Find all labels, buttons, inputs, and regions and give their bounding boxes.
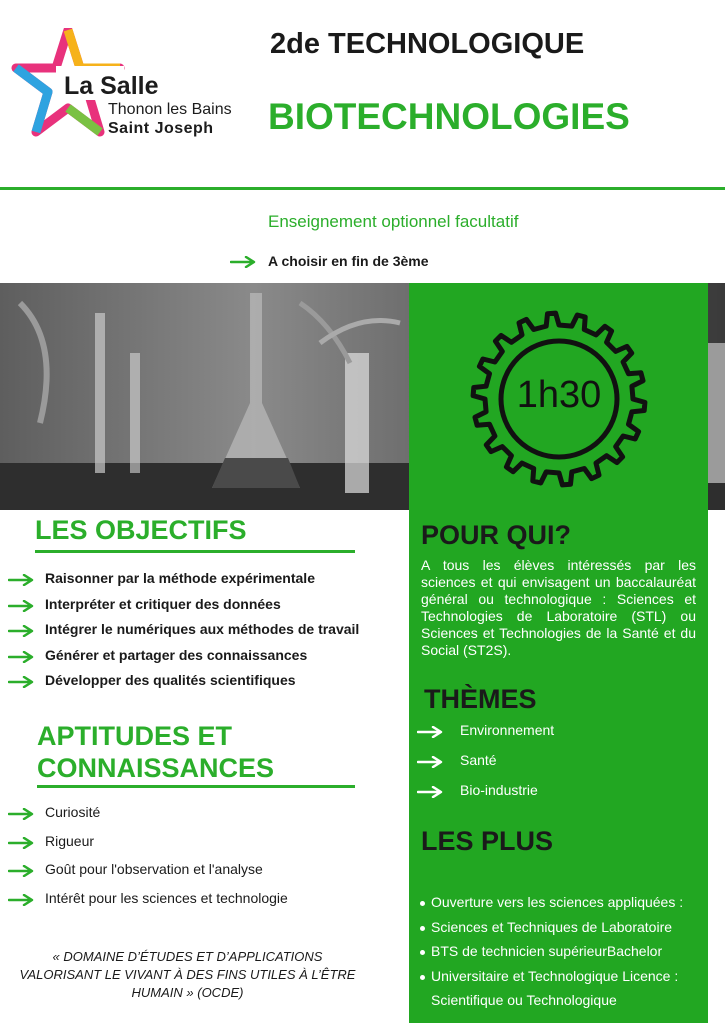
header-subtitle: 2de TECHNOLOGIQUE	[270, 28, 585, 60]
bullet-icon	[420, 901, 425, 906]
list-item: Environnement	[460, 722, 555, 738]
plus-heading: LES PLUS	[421, 826, 554, 856]
list-item: Scientifique ou Technologique	[431, 992, 617, 1008]
bullet-icon	[420, 950, 425, 955]
list-item: Bio-industrie	[460, 782, 538, 798]
arrow-right-icon	[8, 574, 34, 586]
bullet-icon	[420, 926, 425, 931]
duration-badge	[470, 310, 648, 488]
list-item: Curiosité	[45, 804, 101, 820]
arrow-right-icon	[8, 837, 34, 849]
list-item: Santé	[460, 752, 497, 768]
list-item: Interpréter et critiquer des données	[45, 595, 281, 612]
quote-line1: « DOMAINE D’ÉTUDES ET D’APPLICATIONS	[52, 949, 323, 964]
arrow-right-icon	[8, 676, 34, 688]
duration-label: 1h30	[516, 374, 602, 416]
logo-line2: Thonon les Bains	[108, 101, 232, 118]
objectifs-underline	[35, 550, 355, 553]
pour-qui-text: A tous les élèves intéressés par les sciences et qui envisagent un baccalauréat général ou technologique : Sciences et Technologies de Laboratoire (STL) ou Sciences et Technologies de la Santé et du Social (ST2S).	[421, 557, 696, 658]
arrow-right-icon	[8, 651, 34, 663]
aptitudes-heading-line1: APTITUDES ET	[37, 721, 233, 751]
list-item: Générer et partager des connaissances	[45, 646, 308, 663]
intro-choose: A choisir en fin de 3ème	[268, 253, 429, 269]
school-logo	[8, 28, 233, 143]
arrow-right-icon	[417, 756, 443, 768]
list-item: Goût pour l'observation et l'analyse	[45, 861, 263, 877]
header-divider	[0, 187, 725, 190]
arrow-right-icon	[8, 625, 34, 637]
list-item: Intérêt pour les sciences et technologie	[45, 889, 288, 906]
bullet-icon	[420, 975, 425, 980]
arrow-right-icon	[8, 600, 34, 612]
arrow-right-icon	[8, 808, 34, 820]
pour-qui-heading: POUR QUI?	[421, 520, 572, 550]
list-item: Universitaire et Technologique Licence :	[431, 967, 679, 984]
aptitudes-heading-line2: CONNAISSANCES	[37, 753, 275, 783]
objectifs-heading: LES OBJECTIFS	[35, 515, 247, 545]
list-item: Raisonner par la méthode expérimentale	[45, 570, 315, 586]
aptitudes-underline	[37, 785, 355, 788]
logo-line3: Saint Joseph	[108, 120, 214, 137]
logo-line1: La Salle	[64, 72, 159, 100]
intro-optional: Enseignement optionnel facultatif	[268, 212, 519, 231]
list-item: Rigueur	[45, 832, 95, 849]
page-title: BIOTECHNOLOGIES	[268, 96, 630, 137]
quote-line2: VALORISANT LE VIVANT À DES FINS UTILES À L’ÊTRE	[19, 967, 356, 982]
list-item: Sciences et Techniques de Laboratoire	[431, 918, 673, 935]
arrow-right-icon	[417, 726, 443, 738]
arrow-right-icon	[8, 865, 34, 877]
arrow-right-icon	[230, 256, 256, 268]
quote	[10, 948, 365, 1002]
arrow-right-icon	[417, 786, 443, 798]
arrow-right-icon	[8, 894, 34, 906]
themes-heading: THÈMES	[424, 684, 537, 714]
list-item: Développer des qualités scientifiques	[45, 672, 296, 688]
list-item: Ouverture vers les sciences appliquées :	[431, 894, 684, 910]
quote-line3: HUMAIN » (OCDE)	[131, 985, 244, 1000]
list-item: BTS de technicien supérieurBachelor	[431, 943, 663, 959]
list-item: Intégrer le numériques aux méthodes de travail	[45, 621, 360, 637]
